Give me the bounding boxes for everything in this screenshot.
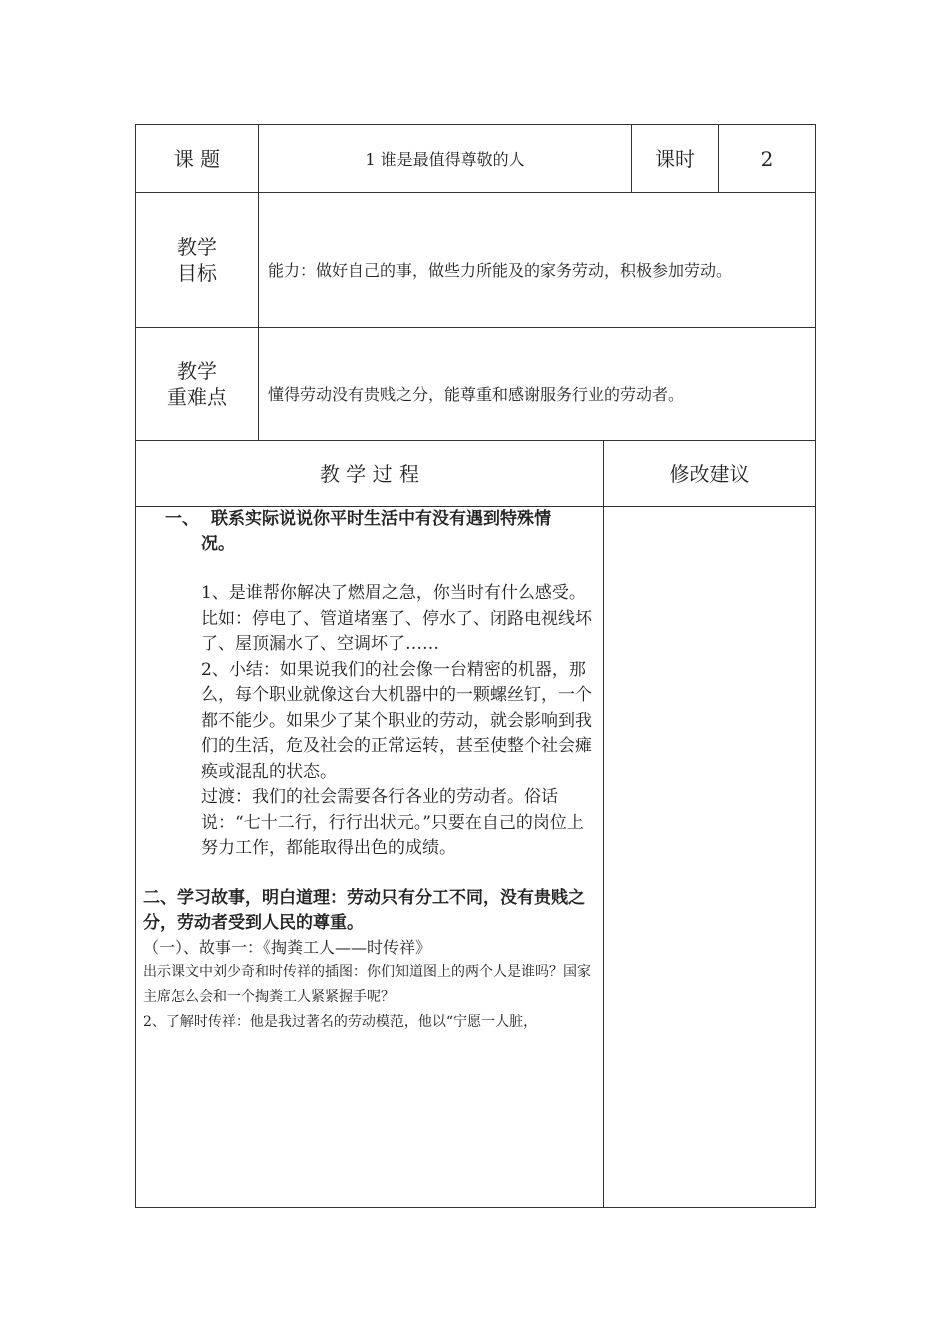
process-content	[143, 507, 599, 1035]
section1-number: 一、	[165, 509, 199, 529]
suggestion-cell	[604, 507, 815, 1207]
periods-label: 课时	[655, 146, 695, 171]
periods-value: 2	[760, 146, 774, 171]
goals-label	[136, 193, 258, 327]
goals-text: 能力：做好自己的事，做些力所能及的家务劳动，积极参加劳动。	[268, 261, 733, 280]
section1-line2: 况。	[201, 534, 235, 554]
process-header-label: 教 学 过 程	[319, 461, 420, 486]
goals-label-line2: 目标	[177, 261, 217, 285]
section1-heading	[143, 507, 599, 557]
suggestion-header-label: 修改建议	[669, 461, 750, 486]
process-para2: 2、小结：如果说我们的社会像一台精密的机器，那么，每个职业就像这台大机器中的一颗螺丝钉，一个都不能少。如果少了某个职业的劳动，就会影响到我们的生活，危及社会的正常运转，甚至使整个社会瘫痪或混乱的状态。	[201, 659, 592, 782]
table-border-right	[815, 124, 816, 1208]
topic-label: 课 题	[173, 146, 221, 171]
key-points-label-line1: 教学	[177, 359, 217, 383]
key-points-text: 懂得劳动没有贵贱之分，能尊重和感谢服务行业的劳动者。	[268, 385, 685, 404]
process-para1: 1、是谁帮你解决了燃眉之急，你当时有什么感受。比如：停电了、管道堵塞了、停水了、闭路电视线坏了、屋顶漏水了、空调坏了……	[201, 583, 592, 654]
key-points-label-line2: 重难点	[167, 385, 227, 409]
key-points-label	[136, 328, 258, 440]
table-border-bottom	[135, 1207, 816, 1208]
goals-label-line1: 教学	[177, 235, 217, 259]
story1-para2: 2、了解时传祥：他是我过著名的劳动模范，他以“宁愿一人脏，	[143, 1013, 538, 1030]
story1-title: （一）、故事一：《掏粪工人——时传祥》	[143, 937, 432, 957]
topic-value: 1 谁是最值得尊敬的人	[365, 150, 525, 169]
section2-heading: 二、学习故事，明白道理：劳动只有分工不同，没有贵贱之分，劳动者受到人民的尊重。	[143, 887, 585, 933]
process-para3: 过渡：我们的社会需要各行各业的劳动者。俗话说：“七十二行，行行出状元。”只要在自己的岗位上努力工作，都能取得出色的成绩。	[201, 787, 584, 858]
section1-line1: 联系实际说说你平时生活中有没有遇到特殊情	[211, 509, 551, 529]
story1-para1: 出示课文中刘少奇和时传祥的插图：你们知道图上的两个人是谁吗？国家主席怎么会和一个掏粪工人紧紧握手呢？	[143, 963, 591, 1005]
